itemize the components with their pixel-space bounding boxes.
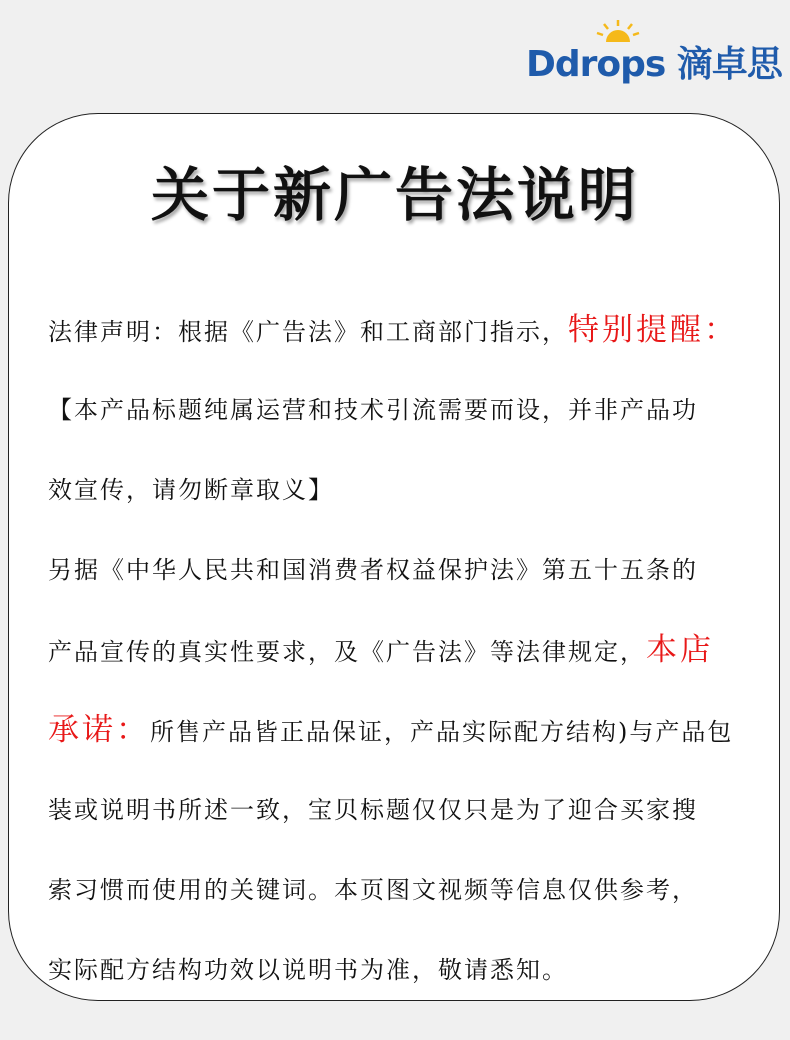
line-text: 法律声明：根据《广告法》和工商部门指示， [48, 318, 568, 346]
line-text: 装或说明书所述一致，宝贝标题仅仅只是为了迎合买家搜 [48, 796, 698, 824]
notice-line-4 [48, 544, 760, 596]
notice-line-3 [48, 464, 760, 516]
notice-line-5 [48, 624, 760, 676]
line-text: 另据《中华人民共和国消费者权益保护法》第五十五条的 [48, 556, 698, 584]
page-title: 关于新广告法说明 [150, 161, 639, 229]
line-text: 实际配方结构功效以说明书为准，敬请悉知。 [48, 956, 568, 984]
line-text: 产品宣传的真实性要求，及《广告法》等法律规定， [48, 638, 646, 666]
notice-line-1 [48, 304, 760, 356]
line-text: 效宣传，请勿断章取义】 [48, 476, 334, 504]
brand-name: Ddrops 滴卓思 [526, 44, 782, 85]
notice-line-7 [48, 784, 760, 836]
brand-logo [526, 18, 782, 85]
line-text: 【本产品标题纯属运营和技术引流需要而设，并非产品功 [48, 396, 698, 424]
notice-line-9 [48, 944, 760, 996]
notice-line-2 [48, 384, 760, 436]
highlight-text: 本店 [646, 632, 714, 668]
highlight-text: 特别提醒： [568, 312, 738, 348]
notice-line-8 [48, 864, 760, 916]
line-text: 所售产品皆正品保证，产品实际配方结构)与产品包 [150, 718, 734, 746]
notice-line-6 [48, 704, 760, 756]
line-text: 索习惯而使用的关键词。本页图文视频等信息仅供参考， [48, 876, 698, 904]
highlight-text: 承诺： [48, 712, 150, 748]
